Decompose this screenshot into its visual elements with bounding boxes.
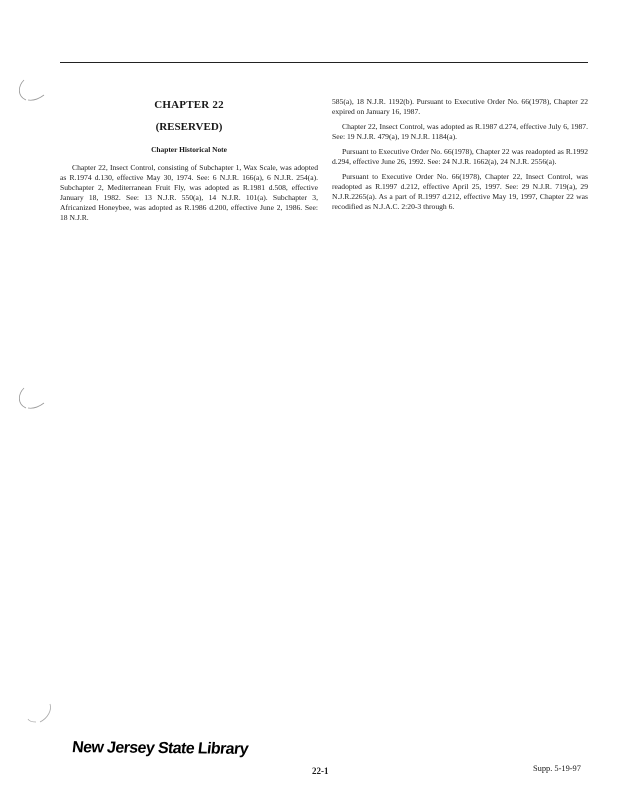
binding-mark-bottom: [26, 700, 60, 728]
chapter-status: (RESERVED): [155, 121, 223, 133]
historical-note-paragraph: Chapter 22, Insect Control, was adopted as R.1987 d.274, effective July 6, 1987. See: 19 N.J.R. 479(a), 19 N.J.R. 1184(a).: [332, 122, 588, 141]
page-number: 22-1: [312, 766, 329, 776]
historical-note-heading: Chapter Historical Note: [151, 145, 227, 154]
binding-mark-middle: [14, 386, 48, 414]
right-column: [332, 97, 588, 217]
historical-note-paragraph: Chapter 22, Insect Control, consisting of Subchapter 1, Wax Scale, was adopted as R.1974 d.130, effective May 30, 1974. See: 6 N.J.R. 166(a), 6 N.J.R. 254(a). Subchapter 2, Mediterranean Fruit Fly, was adopted as R.1981 d.508, effective January 18, 1982. See: 13 N.J.R. 550(a), 14 N.J.R. 101(a). Subchapter 3, Africanized Honeybee, was adopted as R.1986 d.200, effective June 2, 1986. See: 18 N.J.R.: [60, 163, 318, 222]
historical-note-continuation: 585(a), 18 N.J.R. 1192(b). Pursuant to Executive Order No. 66(1978), Chapter 22 expired on January 16, 1987.: [332, 97, 588, 116]
chapter-title: CHAPTER 22: [154, 99, 224, 111]
header-rule: [60, 62, 588, 63]
historical-note-paragraph: Pursuant to Executive Order No. 66(1978), Chapter 22 was readopted as R.1992 d.294, effective June 26, 1992. See: 24 N.J.R. 1662(a), 24 N.J.R. 2556(a).: [332, 147, 588, 166]
binding-mark-top: [14, 78, 48, 106]
historical-note-paragraph: Pursuant to Executive Order No. 66(1978), Chapter 22, Insect Control, was readopted as R.1997 d.212, effective April 25, 1997. See: 29 N.J.R. 719(a), 29 N.J.R.2265(a). As a part of R.1997 d.212, effective May 19, 1997, Chapter 22 was recodified as N.J.A.C. 2:20-3 through 6.: [332, 172, 588, 211]
supplement-date: Supp. 5-19-97: [533, 764, 581, 773]
library-stamp: New Jersey State Library: [71, 739, 249, 758]
left-column: [60, 96, 318, 228]
